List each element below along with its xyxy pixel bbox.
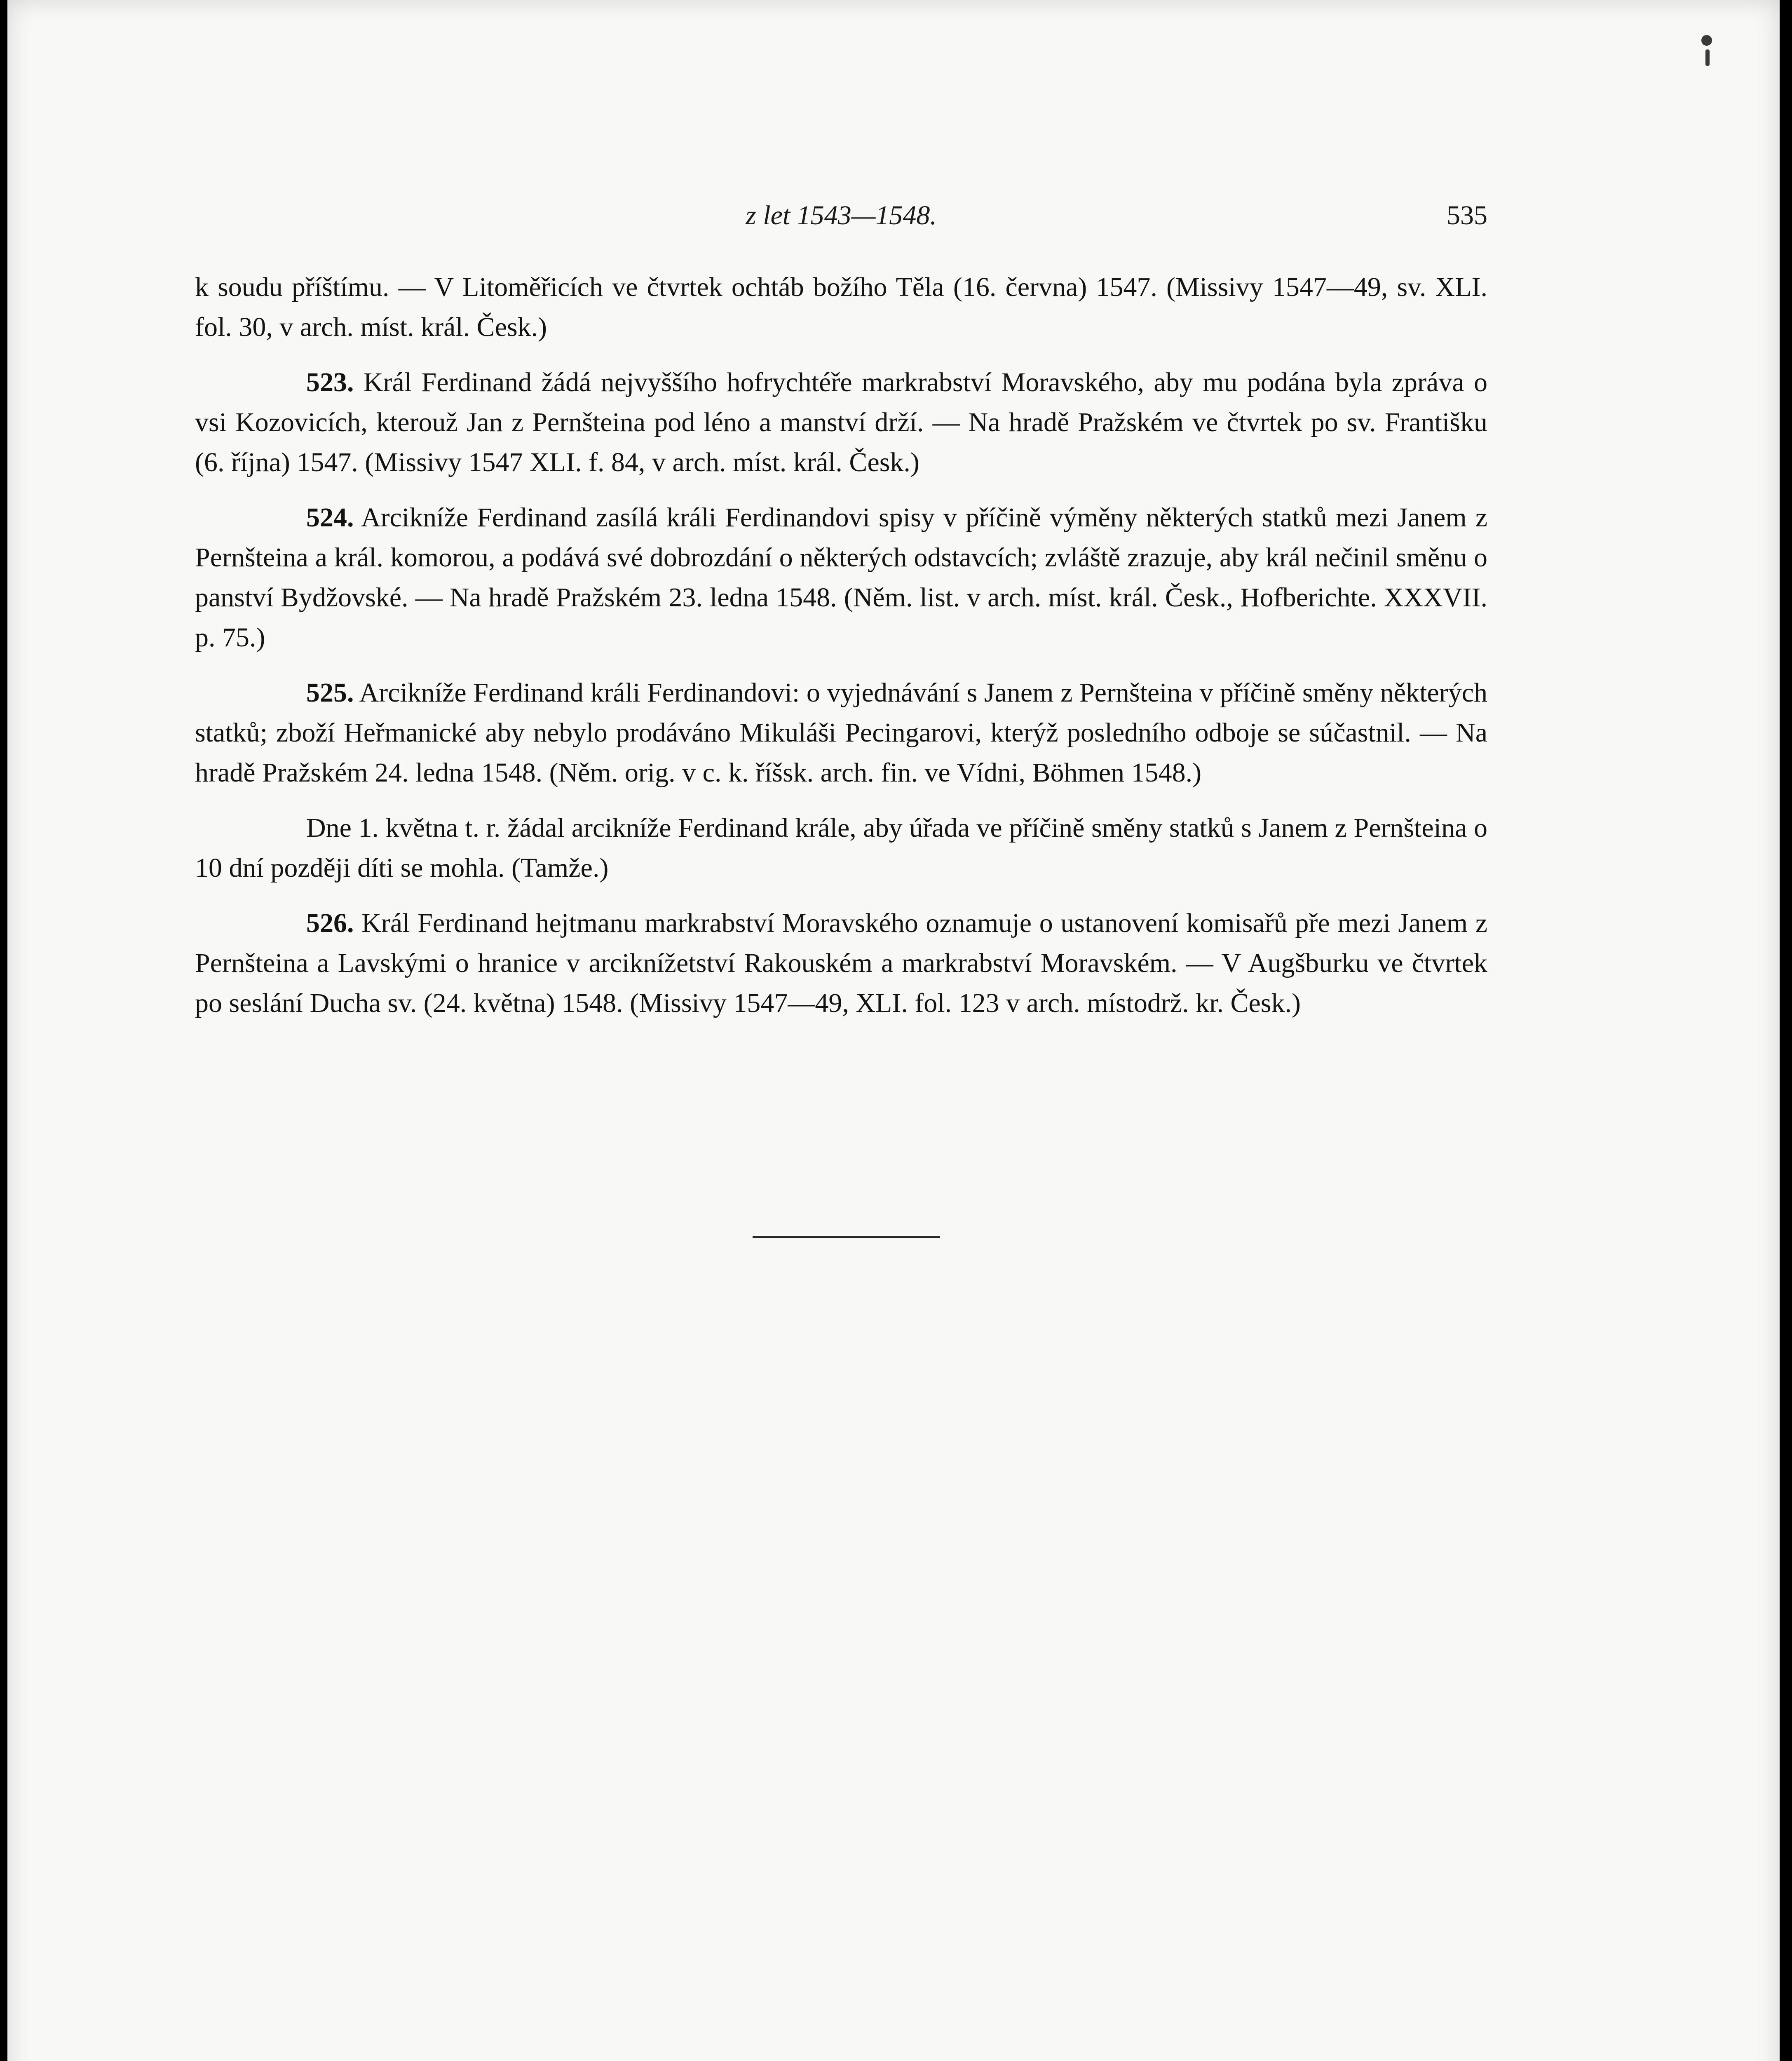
paragraph-text: Dne 1. května t. r. žádal arcikníže Ferdinand krále, aby úřada ve příčině směny statků s Janem z Pernšteina o 10 dní později díti se mohla. (Tamže.) [195, 813, 1487, 883]
entry-text: Arcikníže Ferdinand zasílá králi Ferdinandovi spisy v příčině výměny některých statků mezi Janem z Pernšteina a král. komorou, a podává své dobrozdání o některých odstavcích; zvláště zrazuje, aby král nečinil směnu o panství Bydžovské. — Na hradě Pražském 23. ledna 1548. (Něm. list. v arch. míst. král. Česk., Hofberichte. XXXVII. p. 75.) [195, 502, 1487, 653]
entry-525 [195, 673, 1487, 793]
running-head [195, 196, 1487, 241]
entry-number: 523. [306, 367, 354, 397]
scan-speck [1705, 49, 1710, 66]
note-paragraph [195, 808, 1487, 888]
running-title: z let 1543—1548. [746, 200, 937, 230]
page-number: 535 [1447, 200, 1487, 230]
end-rule [753, 1236, 940, 1238]
scan-speck [1701, 35, 1712, 46]
body-text [195, 267, 1487, 1038]
entry-number: 526. [306, 908, 354, 938]
entry-524 [195, 498, 1487, 657]
entry-text: Arcikníže Ferdinand králi Ferdinandovi: o vyjednávání s Janem z Pernšteina v příčině směny některých statků; zboží Heřmanické aby nebylo prodáváno Mikuláši Pecingarovi, kterýž posledního odboje se súčastnil. — Na hradě Pražském 24. ledna 1548. (Něm. orig. v c. k. říšsk. arch. fin. ve Vídni, Böhmen 1548.) [195, 678, 1487, 788]
paragraph-text: k soudu příštímu. — V Litoměřicích ve čtvrtek ochtáb božího Těla (16. června) 1547. (Missivy 1547—49, sv. XLI. fol. 30, v arch. míst. král. Česk.) [195, 272, 1487, 342]
entry-number: 525. [306, 678, 354, 708]
scanned-page [7, 0, 1780, 2061]
entry-526 [195, 903, 1487, 1023]
entry-number: 524. [306, 502, 354, 533]
entry-text: Král Ferdinand žádá nejvyššího hofrychtéře markrabství Moravského, aby mu podána byla zpráva o vsi Kozovicích, kterouž Jan z Pernšteina pod léno a manství drží. — Na hradě Pražském ve čtvrtek po sv. Františku (6. října) 1547. (Missivy 1547 XLI. f. 84, v arch. míst. král. Česk.) [195, 367, 1487, 477]
entry-523 [195, 362, 1487, 482]
entry-text: Král Ferdinand hejtmanu markrabství Moravského oznamuje o ustanovení komisařů pře mezi Janem z Pernšteina a Lavskými o hranice v arciknížetství Rakouském a markrabství Moravském. — V Augšburku ve čtvrtek po seslání Ducha sv. (24. května) 1548. (Missivy 1547—49, XLI. fol. 123 v arch. místodrž. kr. Česk.) [195, 908, 1487, 1018]
paragraph-continuation [195, 267, 1487, 347]
